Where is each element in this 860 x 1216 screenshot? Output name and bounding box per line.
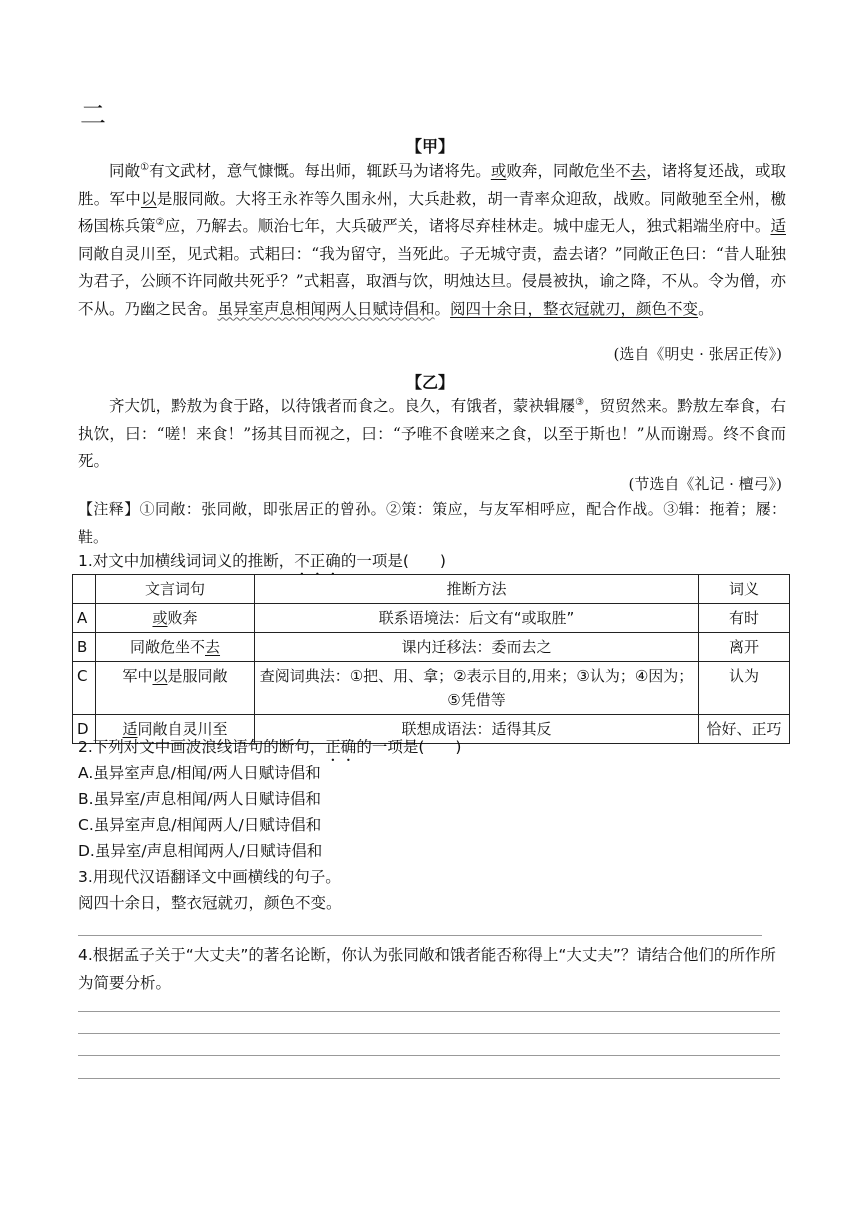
table-header-row	[73, 575, 790, 604]
emphasis-mark: 正确	[325, 738, 357, 756]
question-4: 4.根据孟子关于“大丈夫”的著名论断，你认为张同敞和饿者能否称得上“大丈夫”？请结合他们的所作所为简要分析。	[78, 946, 776, 992]
note-ref-3: ③	[575, 396, 585, 408]
table-row: B 同敞危坐不去 课内迁移法：委而去之 离开	[73, 633, 790, 662]
underlined-word-huo: 或	[490, 162, 507, 180]
underlined-word-yi: 以	[140, 189, 157, 208]
underlined-word-qu: 去	[630, 162, 647, 180]
question-3: 3.用现代汉语翻译文中画横线的句子。	[78, 868, 341, 886]
passage-a-source: (选自《明史 · 张居正传》)	[613, 345, 782, 363]
question-2-option-d[interactable]: D.虽异室/声息相闻两人/日赋诗倡和	[78, 842, 323, 860]
answer-line[interactable]	[78, 935, 762, 936]
passage-a-heading: 【甲】	[405, 137, 454, 156]
note-ref-2: ②	[155, 216, 165, 228]
answer-line[interactable]	[78, 1033, 780, 1034]
note-ref-1: ①	[140, 161, 150, 173]
wavy-underlined-sentence: 虽异室声息相闻两人日赋诗倡和	[217, 299, 435, 318]
question-2: 2.下列对文中画波浪线语句的断句，正确的一项是( )	[78, 738, 462, 756]
question-2-option-a[interactable]: A.虽异室声息/相闻/两人日赋诗倡和	[78, 764, 321, 782]
passage-a-text: 同敞①有文武材，意气慷慨。每出师，辄跃马为诸将先。或败奔，同敞危坐不去，诸将复还战，或取胜。军中以是服同敞。大将王永祚等久围永州，大兵赴救，胡一青率众迎敌，战败。同敞驰至全州，檄杨国栋兵策②应，乃解去。顺治七年，大兵破严关，诸将尽弃桂林走。城中虚无人，独式耜端坐府中。适同敞自灵川至，见式耜。式耜曰：“我为留守，当死此。子无城守责，盍去诸？”同敞正色曰：“昔人耻独为君子，公顾不许同敞共死乎？”式耜喜，取酒与饮，明烛达旦。侵晨被执，谕之降，不从。令为僧，亦不从。乃幽之民舍。虽异室声息相闻两人日赋诗倡和。阅四十余日，整衣冠就刃，颜色不变。	[78, 161, 786, 318]
table-row: D 适同敞自灵川至 联想成语法：适得其反 恰好、正巧	[73, 715, 790, 744]
table-header-cell: 文言词句	[96, 575, 255, 604]
table-row: C 军中以是服同敞 查阅词典法：①把、用、拿；②表示目的,用来；③认为；④因为；⑤凭借等 认为	[73, 662, 790, 715]
table-row: A 或败奔 联系语境法：后文有“或取胜” 有时	[73, 604, 790, 633]
annotations: 【注释】①同敞：张同敞，即张居正的曾孙。②策：策应，与友军相呼应，配合作战。③辑：拖着；屦：鞋。	[78, 500, 786, 546]
passage-b-source: (节选自《礼记 · 檀弓》)	[628, 475, 782, 493]
table-header-cell: 词义	[699, 575, 790, 604]
question-2-option-c[interactable]: C.虽异室声息/相闻两人/日赋诗倡和	[78, 816, 322, 834]
answer-line[interactable]	[78, 1055, 780, 1056]
table-header-cell: 推断方法	[255, 575, 699, 604]
underlined-sentence: 阅四十余日，整衣冠就刃，颜色不变	[450, 299, 699, 318]
passage-b-text: 齐大饥，黔敖为食于路，以待饿者而食之。良久，有饿者，蒙袂辑屦③，贸贸然来。黔敖左奉食，右执饮，曰：“嗟！来食！”扬其目而视之，曰：“予唯不食嗟来之食，以至于斯也！”从而谢焉。终不食而死。	[78, 396, 786, 470]
answer-line[interactable]	[78, 1011, 780, 1012]
answer-line[interactable]	[78, 1078, 780, 1079]
question-1: 1.对文中加横线词词义的推断，不正确的一项是( )	[78, 552, 446, 570]
underlined-word-shi: 适	[770, 217, 786, 235]
question-1-table	[72, 574, 790, 744]
emphasis-mark: 不正确	[294, 552, 341, 570]
question-2-option-b[interactable]: B.虽异室/声息相闻/两人日赋诗倡和	[78, 790, 322, 808]
section-number: 二	[80, 101, 107, 131]
passage-b-heading: 【乙】	[405, 373, 454, 392]
table-header-cell	[73, 575, 96, 604]
question-3-sentence: 阅四十余日，整衣冠就刃，颜色不变。	[78, 894, 342, 912]
